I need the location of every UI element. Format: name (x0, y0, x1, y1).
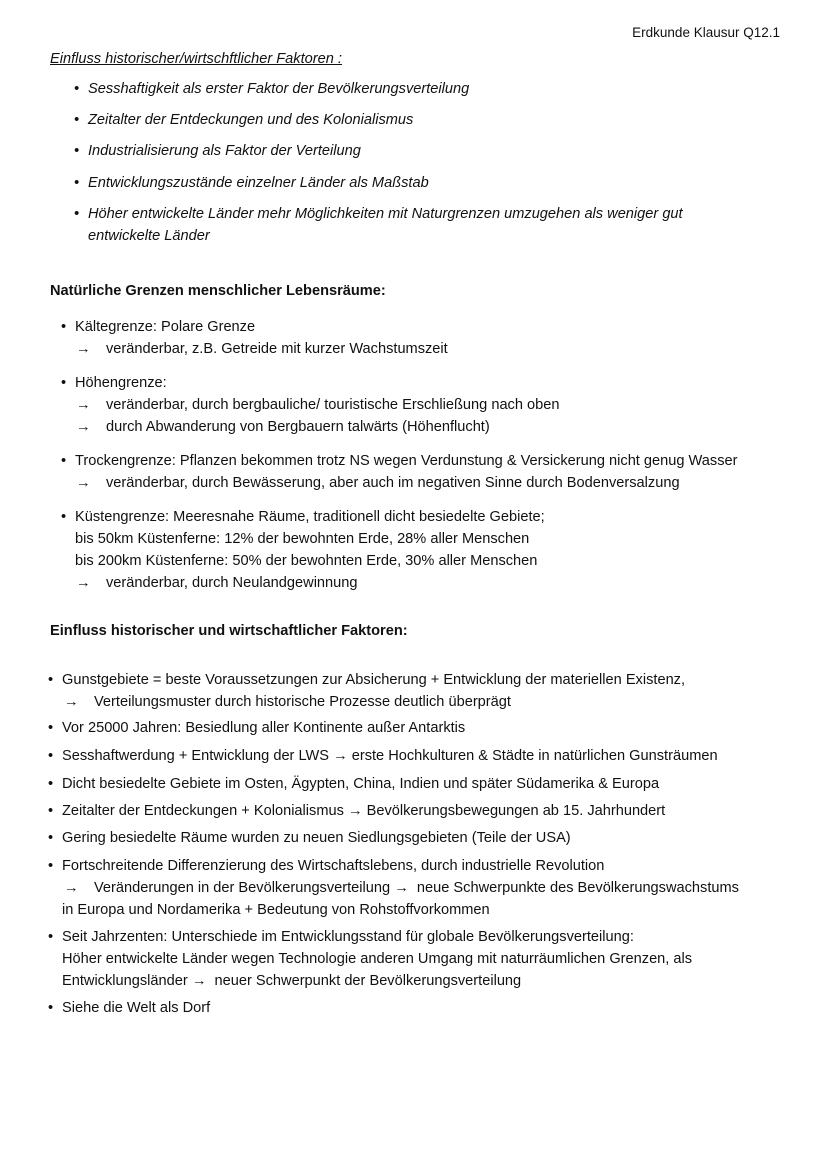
list-item: • Zeitalter der Entdeckungen und des Kolonialismus (74, 112, 414, 128)
text-line: in Europa und Nordamerika + Bedeutung von Rohstoffvorkommen (62, 902, 490, 918)
list-item-continuation: entwickelte Länder (88, 228, 210, 244)
section3-title: Einfluss historischer und wirtschaftlicher Faktoren: (50, 623, 408, 639)
list-item: • Sesshaftwerdung + Entwicklung der LWS → erste Hochkulturen & Städte in natürlichen Gunsträumen (48, 748, 718, 764)
course-header: Erdkunde Klausur Q12.1 (632, 25, 780, 40)
section1-title: Einfluss historischer/wirtschftlicher Faktoren : (50, 51, 342, 67)
list-item: • Fortschreitende Differenzierung des Wirtschaftslebens, durch industrielle Revolution (48, 858, 605, 874)
list-item: • Seit Jahrzenten: Unterschiede im Entwicklungsstand für globale Bevölkerungsverteilung: (48, 929, 634, 945)
arrow-line: → durch Abwanderung von Bergbauern talwärts (Höhenflucht) (76, 419, 490, 435)
list-item: • Industrialisierung als Faktor der Verteilung (74, 143, 361, 159)
text-line: bis 200km Küstenferne: 50% der bewohnten Erde, 30% aller Menschen (75, 553, 538, 569)
arrow-line: → Veränderungen in der Bevölkerungsverteilung → neue Schwerpunkte des Bevölkerungswachstums (64, 880, 739, 896)
arrow-line: → veränderbar, durch Neulandgewinnung (76, 575, 358, 591)
list-item: • Dicht besiedelte Gebiete im Osten, Ägypten, China, Indien und später Südamerika & Europa (48, 776, 660, 792)
text-line: bis 50km Küstenferne: 12% der bewohnten Erde, 28% aller Menschen (75, 531, 530, 547)
list-item: • Sesshaftigkeit als erster Faktor der Bevölkerungsverteilung (74, 81, 470, 97)
list-item: • Vor 25000 Jahren: Besiedlung aller Kontinente außer Antarktis (48, 720, 466, 736)
list-item: • Entwicklungszustände einzelner Länder als Maßstab (74, 175, 429, 191)
text-line: Entwicklungsländer → neuer Schwerpunkt der Bevölkerungsverteilung (62, 973, 522, 989)
arrow-line: → veränderbar, z.B. Getreide mit kurzer Wachstumszeit (76, 341, 448, 357)
list-item: • Kältegrenze: Polare Grenze (61, 319, 256, 335)
section2-title: Natürliche Grenzen menschlicher Lebensräume: (50, 283, 386, 299)
arrow-line: → Verteilungsmuster durch historische Prozesse deutlich überprägt (64, 694, 511, 710)
arrow-line: → veränderbar, durch bergbauliche/ touristische Erschließung nach oben (76, 397, 560, 413)
arrow-line: → veränderbar, durch Bewässerung, aber auch im negativen Sinne durch Bodenversalzung (76, 475, 680, 491)
list-item: • Küstengrenze: Meeresnahe Räume, traditionell dicht besiedelte Gebiete; (61, 509, 545, 525)
list-item: • Gunstgebiete = beste Voraussetzungen zur Absicherung + Entwicklung der materiellen Existenz, (48, 672, 686, 688)
list-item: • Trockengrenze: Pflanzen bekommen trotz NS wegen Verdunstung & Versickerung nicht genug Wasser (61, 453, 738, 469)
list-item: • Höhengrenze: (61, 375, 167, 391)
list-item: • Siehe die Welt als Dorf (48, 1000, 211, 1016)
list-item: • Gering besiedelte Räume wurden zu neuen Siedlungsgebieten (Teile der USA) (48, 830, 571, 846)
list-item: • Zeitalter der Entdeckungen + Kolonialismus → Bevölkerungsbewegungen ab 15. Jahrhundert (48, 803, 666, 819)
text-line: Höher entwickelte Länder wegen Technologie anderen Umgang mit naturräumlichen Grenzen, als (62, 951, 693, 967)
list-item: • Höher entwickelte Länder mehr Möglichkeiten mit Naturgrenzen umzugehen als weniger gut (74, 206, 683, 222)
